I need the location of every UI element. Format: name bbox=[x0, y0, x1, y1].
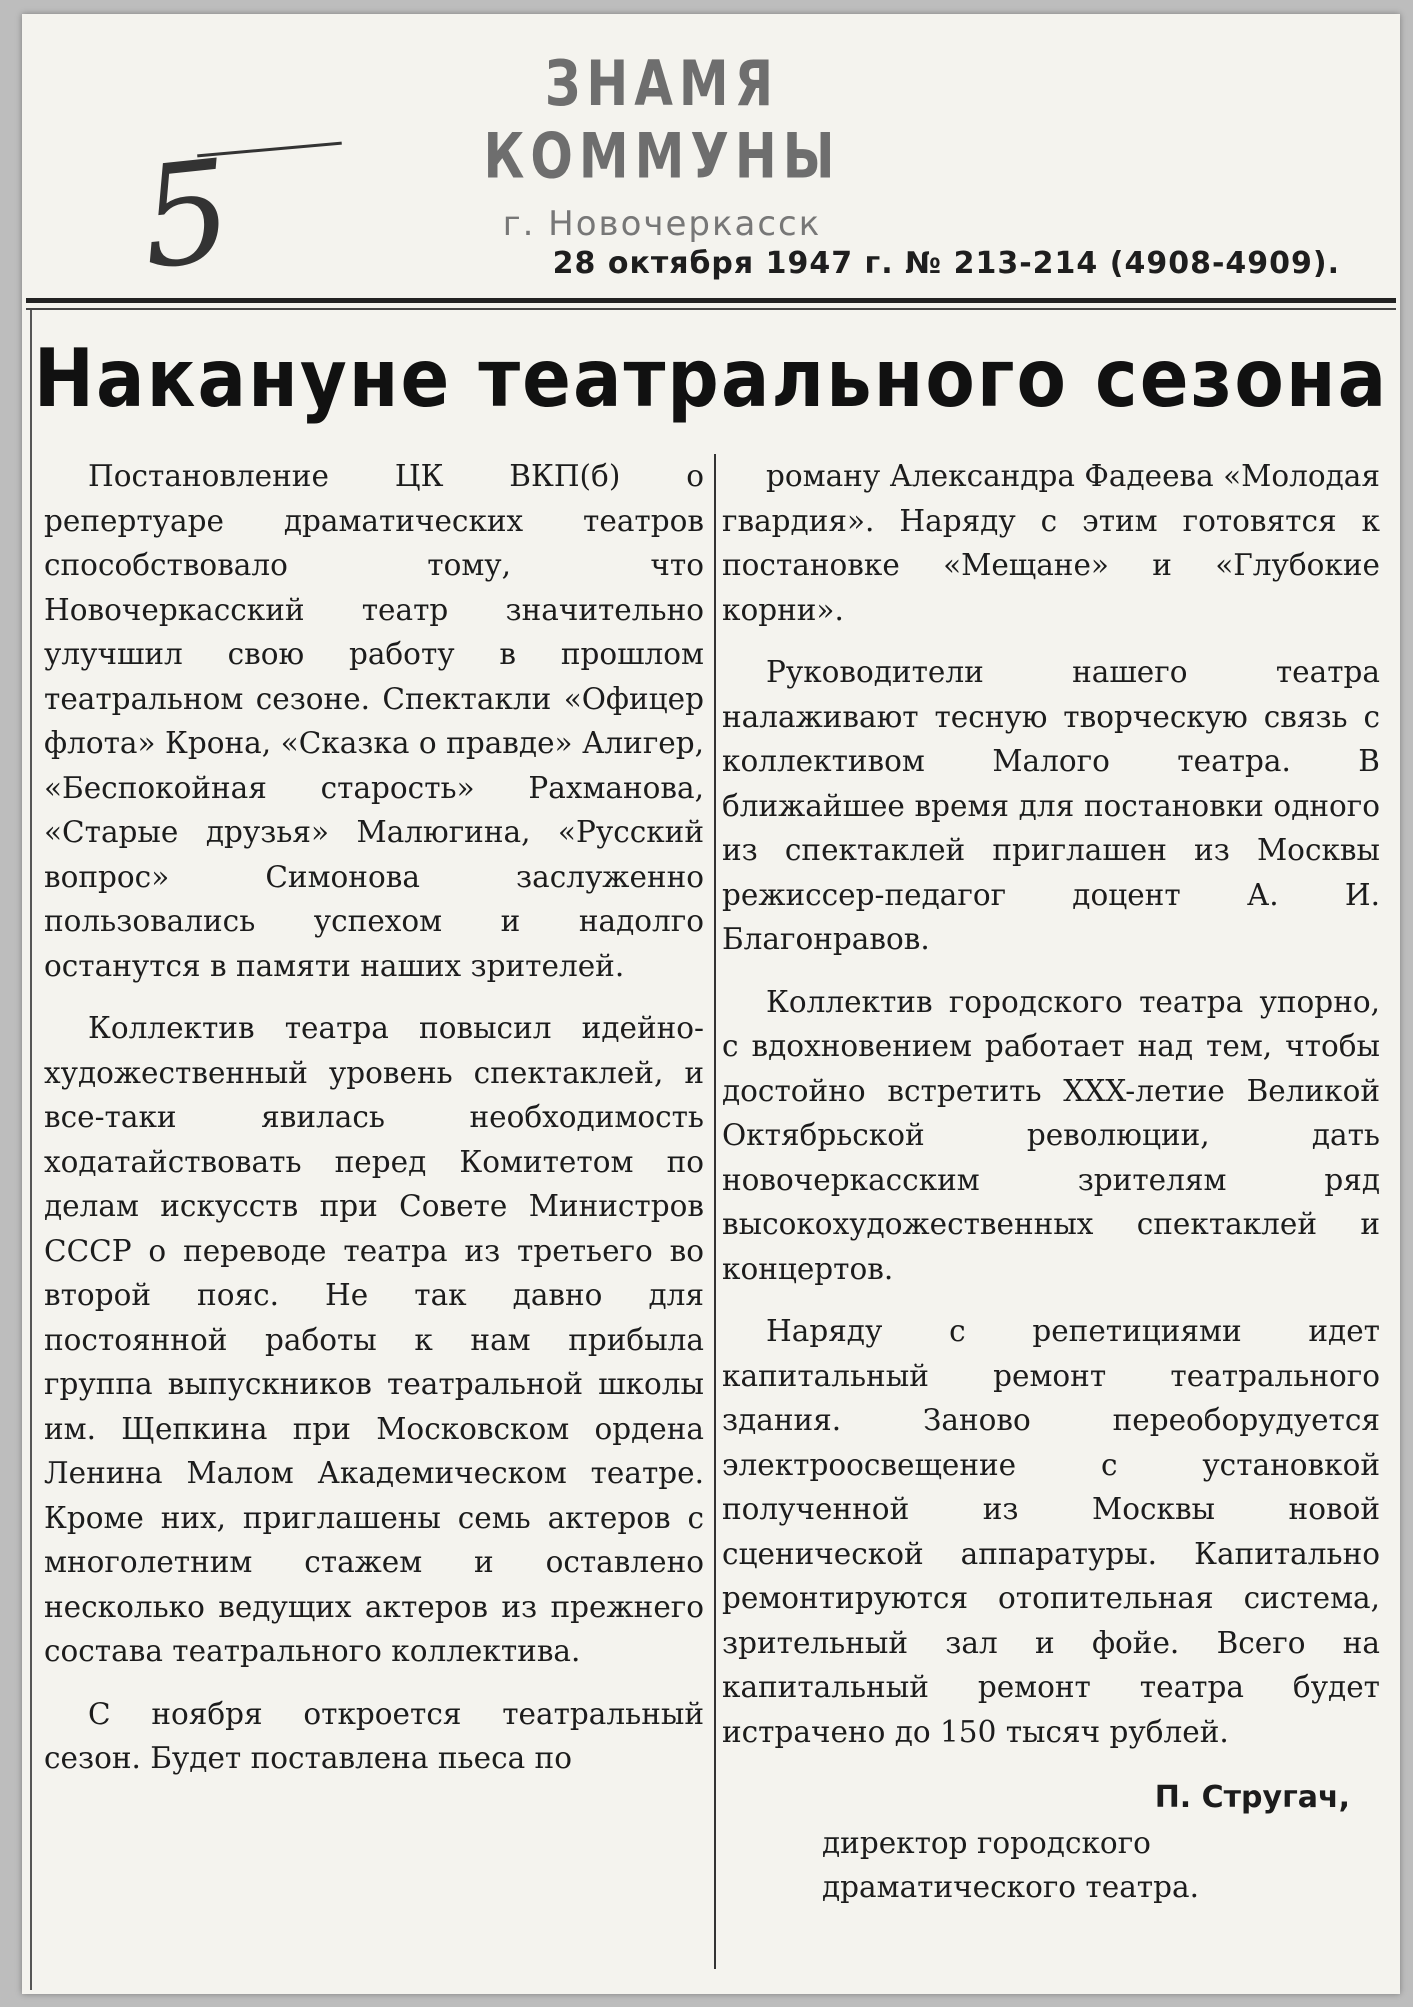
issue-date-number: 28 октября 1947 г. № 213-214 (4908-4909). bbox=[552, 246, 1340, 281]
article-paragraph: Постановление ЦК ВКП(б) о репертуаре драматических театров способствовало тому, что Новочеркасский театр значительно улучшил свою работу в прошлом театральном сезоне. Спектакли «Офицер флота» Крона, «Сказка о правде» Алигер, «Беспокойная старость» Рахманова, «Старые друзья» Малюгина, «Русский вопрос» Симонова заслуженно пользовались успехом и надолго останутся в памяти наших зрителей. bbox=[44, 459, 704, 983]
author-name: П. Стругач, bbox=[1154, 1780, 1350, 1815]
handwritten-number: 5 bbox=[133, 129, 240, 302]
article-column-left bbox=[44, 454, 704, 1799]
header-rule-thin bbox=[26, 308, 1396, 310]
newspaper-name: ЗНАМЯ КОММУНЫ bbox=[483, 47, 841, 193]
column-divider bbox=[714, 454, 716, 1969]
left-border-rule bbox=[30, 310, 32, 1990]
article-column-right bbox=[722, 454, 1380, 1928]
article-paragraph: роману Александра Фадеева «Молодая гвардия». Наряду с этим готовятся к постановке «Мещане» и «Глубокие корни». bbox=[722, 459, 1380, 627]
author-title: директор городского драматического театра. bbox=[822, 1825, 1199, 1904]
newspaper-city: г. Новочеркасск bbox=[502, 204, 822, 244]
newspaper-clipping bbox=[22, 14, 1400, 1994]
article-headline: Накануне театрального сезона bbox=[33, 330, 1389, 426]
article-paragraph: Коллектив театра повысил идейно-художественный уровень спектаклей, и все-таки явилась необходимость ходатайствовать перед Комитетом по делам искусств при Совете Министров СССР о переводе театра из третьего во второй пояс. Не так давно для постоянной работы к нам прибыла группа выпускников театральной школы им. Щепкина при Московском ордена Ленина Малом Академическом театре. Кроме них, приглашены семь актеров с многолетним стажем и оставлено несколько ведущих актеров из прежнего состава театрального коллектива. bbox=[44, 1011, 704, 1668]
newspaper-stamp bbox=[402, 47, 922, 244]
header-rule-thick bbox=[26, 298, 1396, 303]
article-paragraph: Коллектив городского театра упорно, с вдохновением работает над тем, чтобы достойно встретить XXX-летие Великой Октябрьской революции, дать новочеркасским зрителям ряд высокохудожественных спектаклей и концертов. bbox=[722, 984, 1380, 1286]
article-paragraph: Руководители нашего театра налаживают тесную творческую связь с коллективом Малого театра. В ближайшее время для постановки одного из спектаклей приглашен из Москвы режиссер-педагог доцент А. И. Благонравов. bbox=[722, 655, 1380, 956]
article-paragraph: Наряду с репетициями идет капитальный ремонт театрального здания. Заново переоборудуется электроосвещение с установкой полученной из Москвы новой сценической аппаратуры. Капитально ремонтируются отопительная система, зрительный зал и фойе. Всего на капитальный ремонт театра будет истрачено до 150 тысяч рублей. bbox=[722, 1314, 1380, 1749]
article-paragraph: С ноября откроется театральный сезон. Будет поставлена пьеса по bbox=[44, 1696, 704, 1775]
